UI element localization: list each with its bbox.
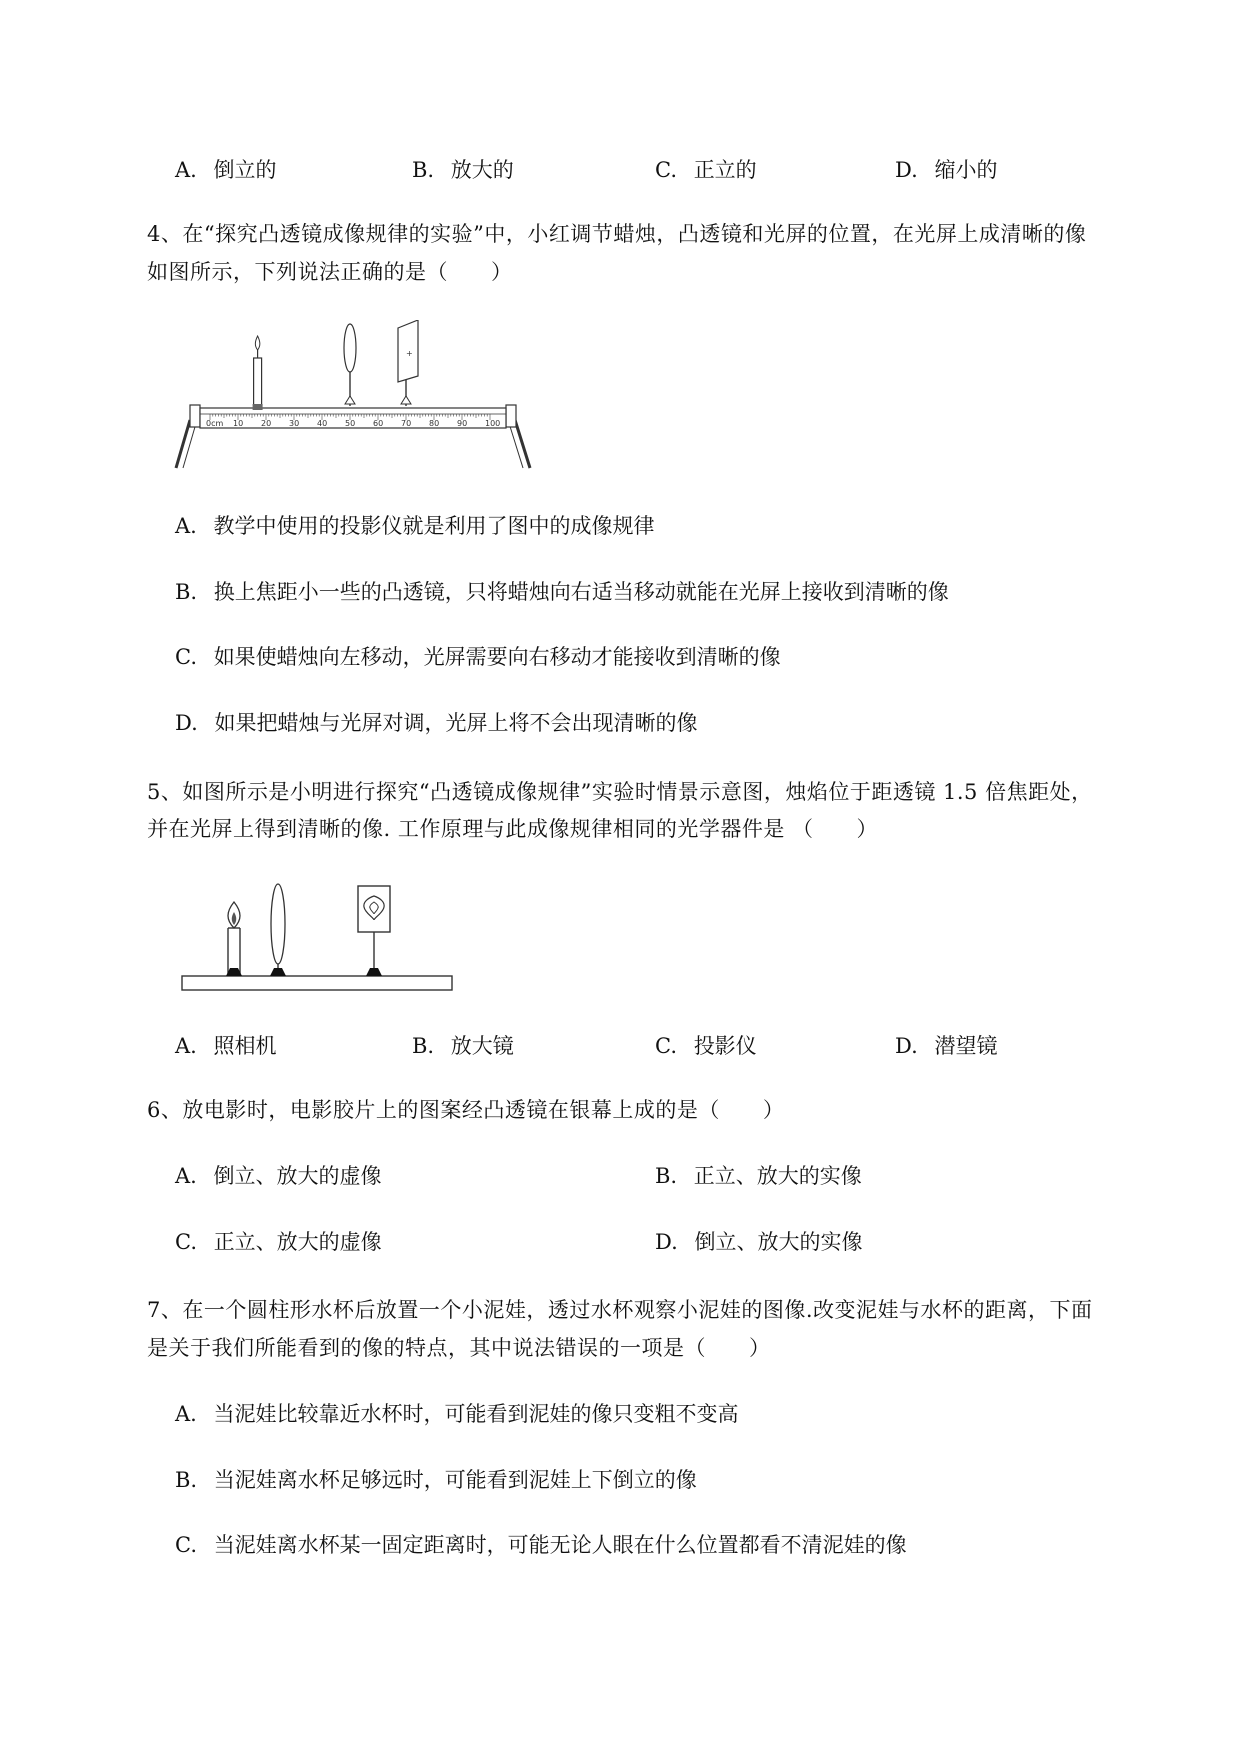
option-text: 当泥娃离水杯某一固定距离时，可能无论人眼在什么位置都看不清泥娃的像 [213, 1533, 907, 1557]
option-label: A. [175, 1164, 197, 1188]
q7-option-c [175, 1531, 907, 1559]
q5-option-b [412, 1032, 514, 1060]
q4-stem-line2: 如图所示，下列说法正确的是（ ） [147, 260, 513, 284]
option-text: 缩小的 [934, 158, 998, 182]
q7-stem-line1: 7、在一个圆柱形水杯后放置一个小泥娃，透过水杯观察小泥娃的图像.改变泥娃与水杯的距离，下面 [147, 1298, 1093, 1322]
svg-text:+: + [406, 349, 413, 358]
q5-stem-line1: 5、如图所示是小明进行探究“凸透镜成像规律”实验时情景示意图，烛焰位于距透镜 1.5 倍焦距处， [147, 780, 1093, 804]
ruler-tick-label: 20 [261, 419, 272, 428]
option-text: 正立、放大的虚像 [213, 1230, 382, 1254]
q5-option-c [655, 1032, 757, 1060]
ruler-tick-label: 90 [457, 419, 468, 428]
ruler-tick-label: 80 [429, 419, 440, 428]
option-text: 照相机 [213, 1034, 277, 1058]
option-label: A. [175, 514, 197, 538]
ruler-tick-label: 10 [233, 419, 244, 428]
option-text: 当泥娃离水杯足够远时，可能看到泥娃上下倒立的像 [213, 1468, 697, 1492]
ruler-tick-label: 100 [485, 419, 501, 428]
q4-option-d [175, 709, 697, 737]
q6-option-b [655, 1162, 862, 1190]
option-text: 倒立、放大的实像 [694, 1230, 863, 1254]
option-label: A. [175, 1402, 197, 1426]
option-label: D. [175, 711, 198, 735]
option-text: 放大镜 [450, 1034, 514, 1058]
q4-option-a [175, 512, 655, 540]
q6-option-d [655, 1228, 862, 1256]
option-label: B. [175, 580, 198, 604]
option-label: C. [655, 158, 677, 182]
option-text: 倒立的 [213, 158, 277, 182]
option-label: D. [655, 1230, 678, 1254]
q3-option-d [895, 156, 997, 184]
option-label: B. [175, 1468, 198, 1492]
ruler-tick-label: 60 [373, 419, 384, 428]
option-text: 当泥娃比较靠近水杯时，可能看到泥娃的像只变粗不变高 [213, 1402, 739, 1426]
candle-lens-screen-bench-icon [178, 880, 458, 1000]
ruler-tick-label: 70 [401, 419, 412, 428]
q7-option-a [175, 1400, 739, 1428]
q3-option-b [412, 156, 514, 184]
option-text: 投影仪 [693, 1034, 757, 1058]
option-label: A. [175, 158, 197, 182]
q3-option-c [655, 156, 757, 184]
option-label: C. [175, 645, 197, 669]
option-label: B. [412, 158, 435, 182]
ruler-tick-label: 0cm [206, 419, 224, 428]
q6-option-c [175, 1228, 382, 1256]
q6-option-a [175, 1162, 382, 1190]
option-text: 放大的 [450, 158, 514, 182]
option-text: 如果把蜡烛与光屏对调，光屏上将不会出现清晰的像 [214, 711, 698, 735]
option-text: 正立的 [693, 158, 757, 182]
option-text: 教学中使用的投影仪就是利用了图中的成像规律 [213, 514, 655, 538]
q6-stem: 6、放电影时，电影胶片上的图案经凸透镜在银幕上成的是（ ） [147, 1098, 785, 1122]
q5-option-a [175, 1032, 277, 1060]
q5-option-d [895, 1032, 997, 1060]
option-label: B. [412, 1034, 435, 1058]
option-label: D. [895, 1034, 918, 1058]
option-label: A. [175, 1034, 197, 1058]
ruler-tick-label: 30 [289, 419, 300, 428]
q7-option-b [175, 1466, 697, 1494]
q7-stem-line2: 是关于我们所能看到的像的特点，其中说法错误的一项是（ ） [147, 1336, 771, 1360]
option-label: D. [895, 158, 918, 182]
option-text: 倒立、放大的虚像 [213, 1164, 382, 1188]
q4-option-c [175, 643, 781, 671]
option-text: 潜望镜 [934, 1034, 998, 1058]
option-text: 换上焦距小一些的凸透镜，只将蜡烛向右适当移动就能在光屏上接收到清晰的像 [213, 580, 949, 604]
ruler-tick-label: 40 [317, 419, 328, 428]
q4-option-b [175, 578, 949, 606]
option-label: C. [175, 1533, 197, 1557]
option-label: C. [175, 1230, 197, 1254]
option-label: B. [655, 1164, 678, 1188]
q4-stem-line1: 4、在“探究凸透镜成像规律的实验”中，小红调节蜡烛，凸透镜和光屏的位置，在光屏上成清晰的像 [147, 222, 1087, 246]
option-text: 正立、放大的实像 [693, 1164, 862, 1188]
optical-bench-ruler-icon [170, 320, 550, 480]
ruler-tick-label: 50 [345, 419, 356, 428]
option-label: C. [655, 1034, 677, 1058]
q5-stem-line2: 并在光屏上得到清晰的像. 工作原理与此成像规律相同的光学器件是 （ ） [147, 817, 879, 841]
option-text: 如果使蜡烛向左移动，光屏需要向右移动才能接收到清晰的像 [213, 645, 781, 669]
q3-option-a [175, 156, 277, 184]
